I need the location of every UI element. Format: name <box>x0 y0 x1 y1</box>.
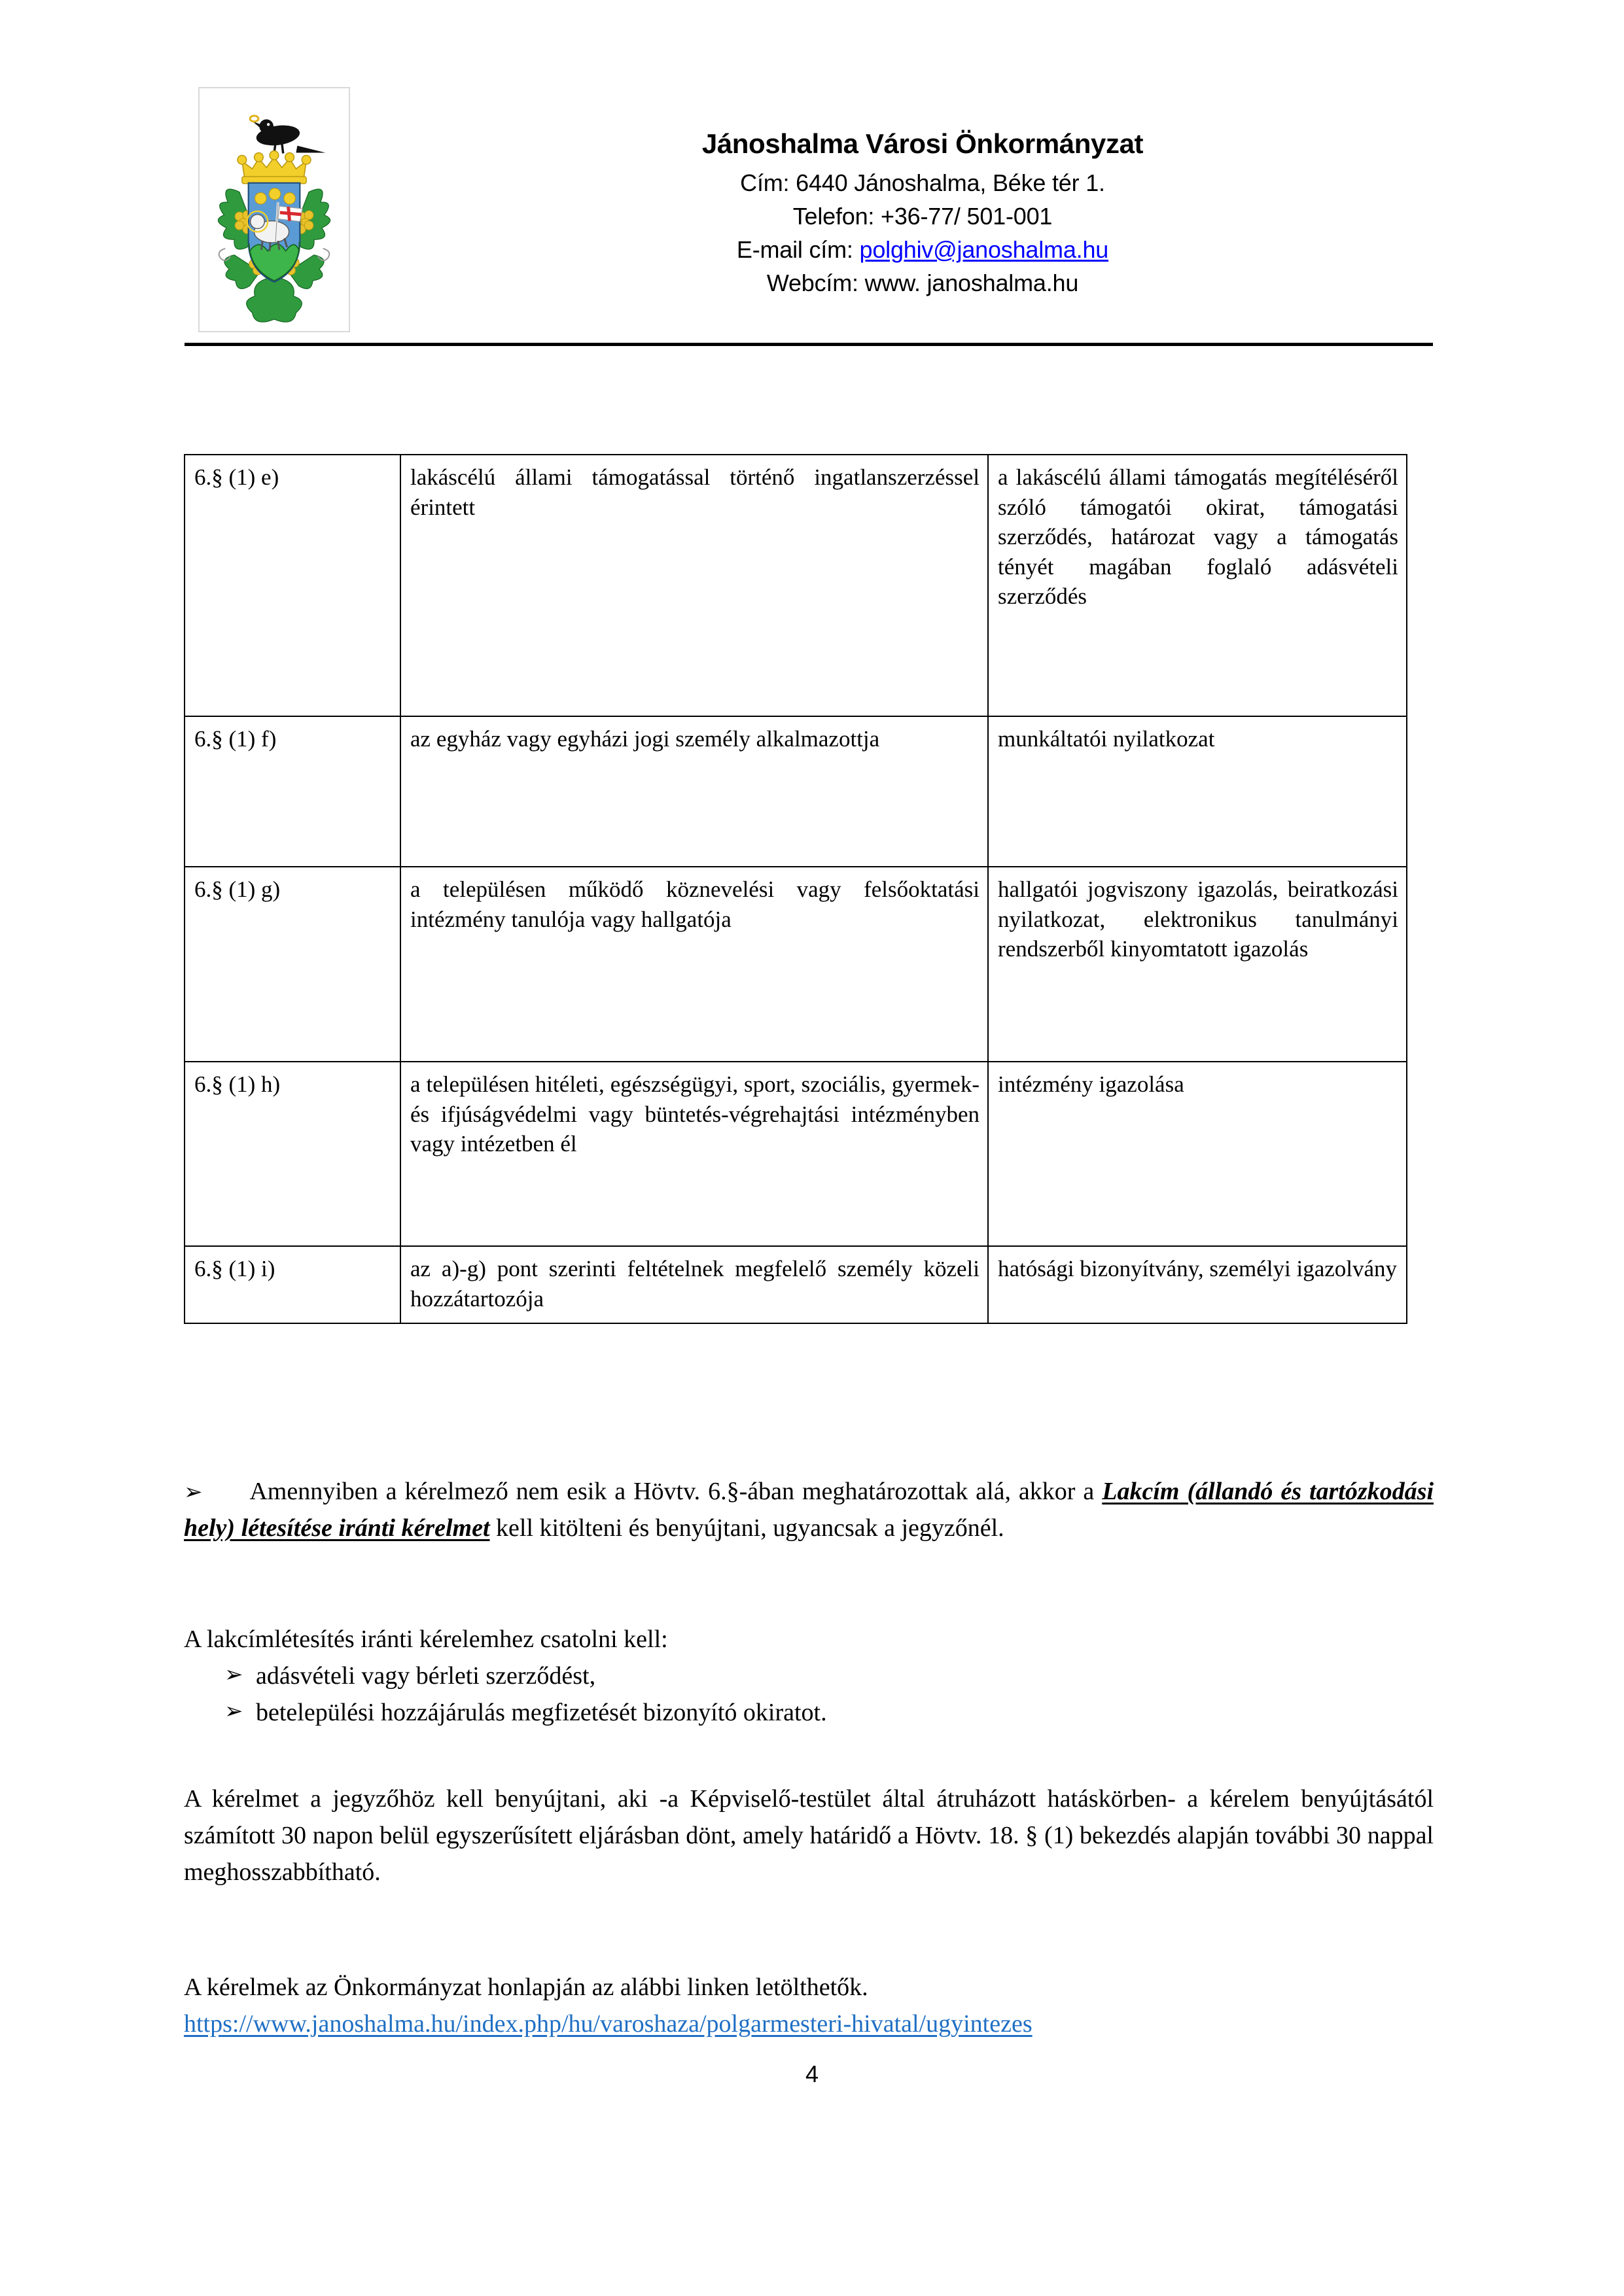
web-line: Webcím: www. janoshalma.hu <box>766 269 1079 296</box>
download-url-link[interactable]: https://www.janoshalma.hu/index.php/hu/varoshaza/polgarmesteri-hivatal/ugyintezes <box>184 2010 1033 2038</box>
table-row <box>185 455 1407 716</box>
table-cell-condition: a településen hitéleti, egészségügyi, sport, szociális, gyermek- és ifjúságvédelmi vagy büntetés-végrehajtási intézményben vagy intézetben él <box>400 1062 988 1246</box>
download-url-paragraph <box>184 2006 1434 2042</box>
table-cell-condition: lakáscélú állami támogatással történő ingatlanszerzéssel érintett <box>400 455 988 716</box>
download-notice: A kérelmek az Önkormányzat honlapján az alábbi linken letölthetők. <box>184 1974 868 2001</box>
table-cell-condition: az egyház vagy egyházi jogi személy alkalmazottja <box>400 716 988 867</box>
table-cell-document: hallgatói jogviszony igazolás, beiratkozási nyilatkozat, elektronikus tanulmányi rendszerből kinyomtatott igazolás <box>988 867 1407 1062</box>
attachments-section <box>184 1621 1434 1731</box>
download-section <box>184 1969 1434 2042</box>
email-line <box>432 233 1413 266</box>
table-cell-document: hatósági bizonyítvány, személyi igazolvány <box>988 1246 1407 1323</box>
table-row <box>185 867 1407 1062</box>
page-number: 4 <box>805 2061 819 2087</box>
arrow-bullet-icon: ➢ <box>224 1698 243 1725</box>
attachments-lead: A lakcímlétesítés iránti kérelemhez csatolni kell: <box>184 1626 668 1653</box>
phone-line: Telefon: +36-77/ 501-001 <box>792 202 1053 230</box>
table-cell-condition: az a)-g) pont szerinti feltételnek megfelelő személy közeli hozzátartozója <box>400 1246 988 1323</box>
notice-text-after: kell kitölteni és benyújtani, ugyancsak a jegyzőnél. <box>489 1514 1004 1542</box>
address-line: Cím: 6440 Jánoshalma, Béke tér 1. <box>740 169 1105 196</box>
attachments-list <box>184 1658 1434 1731</box>
table-row <box>185 1062 1407 1246</box>
table-row <box>185 1246 1407 1323</box>
table-cell-document: munkáltatói nyilatkozat <box>988 716 1407 867</box>
list-item-label: betelepülési hozzájárulás megfizetését bizonyító okiratot. <box>256 1699 827 1727</box>
arrow-bullet-icon: ➢ <box>184 1479 203 1505</box>
list-item <box>184 1658 1434 1694</box>
table-row <box>185 716 1407 867</box>
document-header <box>0 0 1624 347</box>
table-cell-reference: 6.§ (1) f) <box>185 716 400 867</box>
list-item <box>184 1694 1434 1731</box>
organization-name: Jánoshalma Városi Önkormányzat <box>701 128 1144 159</box>
table-cell-condition: a településen működő köznevelési vagy felsőoktatási intézmény tanulója vagy hallgatója <box>400 867 988 1062</box>
arrow-bullet-icon: ➢ <box>224 1661 243 1688</box>
header-divider <box>185 343 1433 346</box>
table-cell-reference: 6.§ (1) h) <box>185 1062 400 1246</box>
requirements-table <box>184 454 1407 1324</box>
notice-emphasis: Lakcím (állandó és tartózkodási hely) létesítése iránti kérelmet <box>184 1478 1434 1542</box>
paragraph-procedure <box>184 1781 1434 1891</box>
list-item-label: adásvételi vagy bérleti szerződést, <box>256 1662 596 1690</box>
paragraph-lakcim-notice <box>184 1473 1434 1546</box>
procedure-text: A kérelmet a jegyzőhöz kell benyújtani, aki -a Képviselő-testület által átruházott hatáskörben- a kérelem benyújtásától számított 30 napon belül egyszerűsített eljárásban dönt, amely határidő a Hövtv. 18. § (1) bekezdés alapján további 30 nappal meghosszabbítható. <box>184 1785 1434 1887</box>
email-link[interactable]: polghiv@janoshalma.hu <box>859 235 1109 263</box>
table-cell-reference: 6.§ (1) e) <box>185 455 400 716</box>
table-cell-reference: 6.§ (1) g) <box>185 867 400 1062</box>
arrow-paragraph <box>184 1473 1434 1546</box>
table-cell-document: a lakáscélú állami támogatás megítéléséről szóló támogatói okirat, támogatási szerződés, határozat vagy a támogatás tényét magában foglaló adásvételi szerződés <box>988 455 1407 716</box>
header-contact-block <box>432 124 1413 300</box>
table-cell-reference: 6.§ (1) i) <box>185 1246 400 1323</box>
email-label: E-mail cím: <box>736 235 860 263</box>
coat-of-arms-icon <box>198 87 350 332</box>
table-cell-document: intézmény igazolása <box>988 1062 1407 1246</box>
notice-text-before: Amennyiben a kérelmező nem esik a Hövtv. 6.§-ában meghatározottak alá, akkor a <box>249 1478 1103 1505</box>
